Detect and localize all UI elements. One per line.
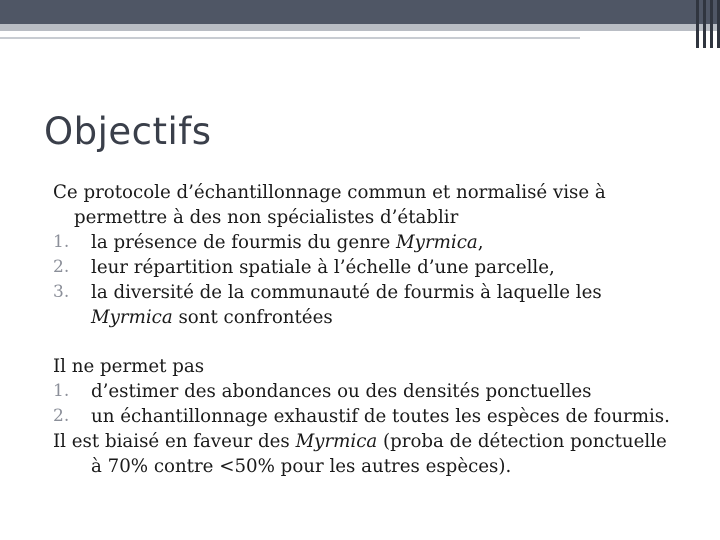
list-text: la diversité de la communauté de fourmis à laquelle les Myrmica sont confrontées (91, 282, 602, 328)
list-number: 3. (53, 282, 70, 302)
header-band-grey (0, 24, 720, 31)
bias-paragraph: Il est biaisé en faveur des Myrmica (proba de détection ponctuelle à 70% contre <50% pour les autres espèces). (53, 431, 667, 477)
slide-body (53, 180, 673, 479)
list-number: 1. (53, 381, 70, 401)
list-item (53, 255, 673, 280)
limits-intro: Il ne permet pas (53, 356, 205, 377)
header-band-dark (0, 0, 720, 24)
intro-paragraph: Ce protocole d’échantillonnage commun et normalisé vise à permettre à des non spécialistes d’établir (53, 182, 606, 228)
list-text: la présence de fourmis du genre Myrmica, (91, 232, 484, 253)
list-number: 2. (53, 257, 70, 277)
list-number: 1. (53, 232, 70, 252)
list-item (53, 280, 673, 330)
header-slat (710, 0, 713, 48)
header-slat (696, 0, 699, 48)
list-item (53, 404, 673, 429)
list-number: 2. (53, 406, 70, 426)
slide-title: Objectifs (44, 110, 212, 153)
list-text: leur répartition spatiale à l’échelle d’une parcelle, (91, 257, 555, 278)
decorative-header-bar (0, 0, 720, 30)
list-item (53, 230, 673, 255)
header-thin-line (0, 37, 580, 39)
header-slat (703, 0, 706, 48)
objectives-list (53, 230, 673, 330)
limits-list (53, 379, 673, 429)
list-item (53, 379, 673, 404)
list-text: d’estimer des abondances ou des densités ponctuelles (91, 381, 592, 402)
list-text: un échantillonnage exhaustif de toutes les espèces de fourmis. (91, 406, 670, 427)
